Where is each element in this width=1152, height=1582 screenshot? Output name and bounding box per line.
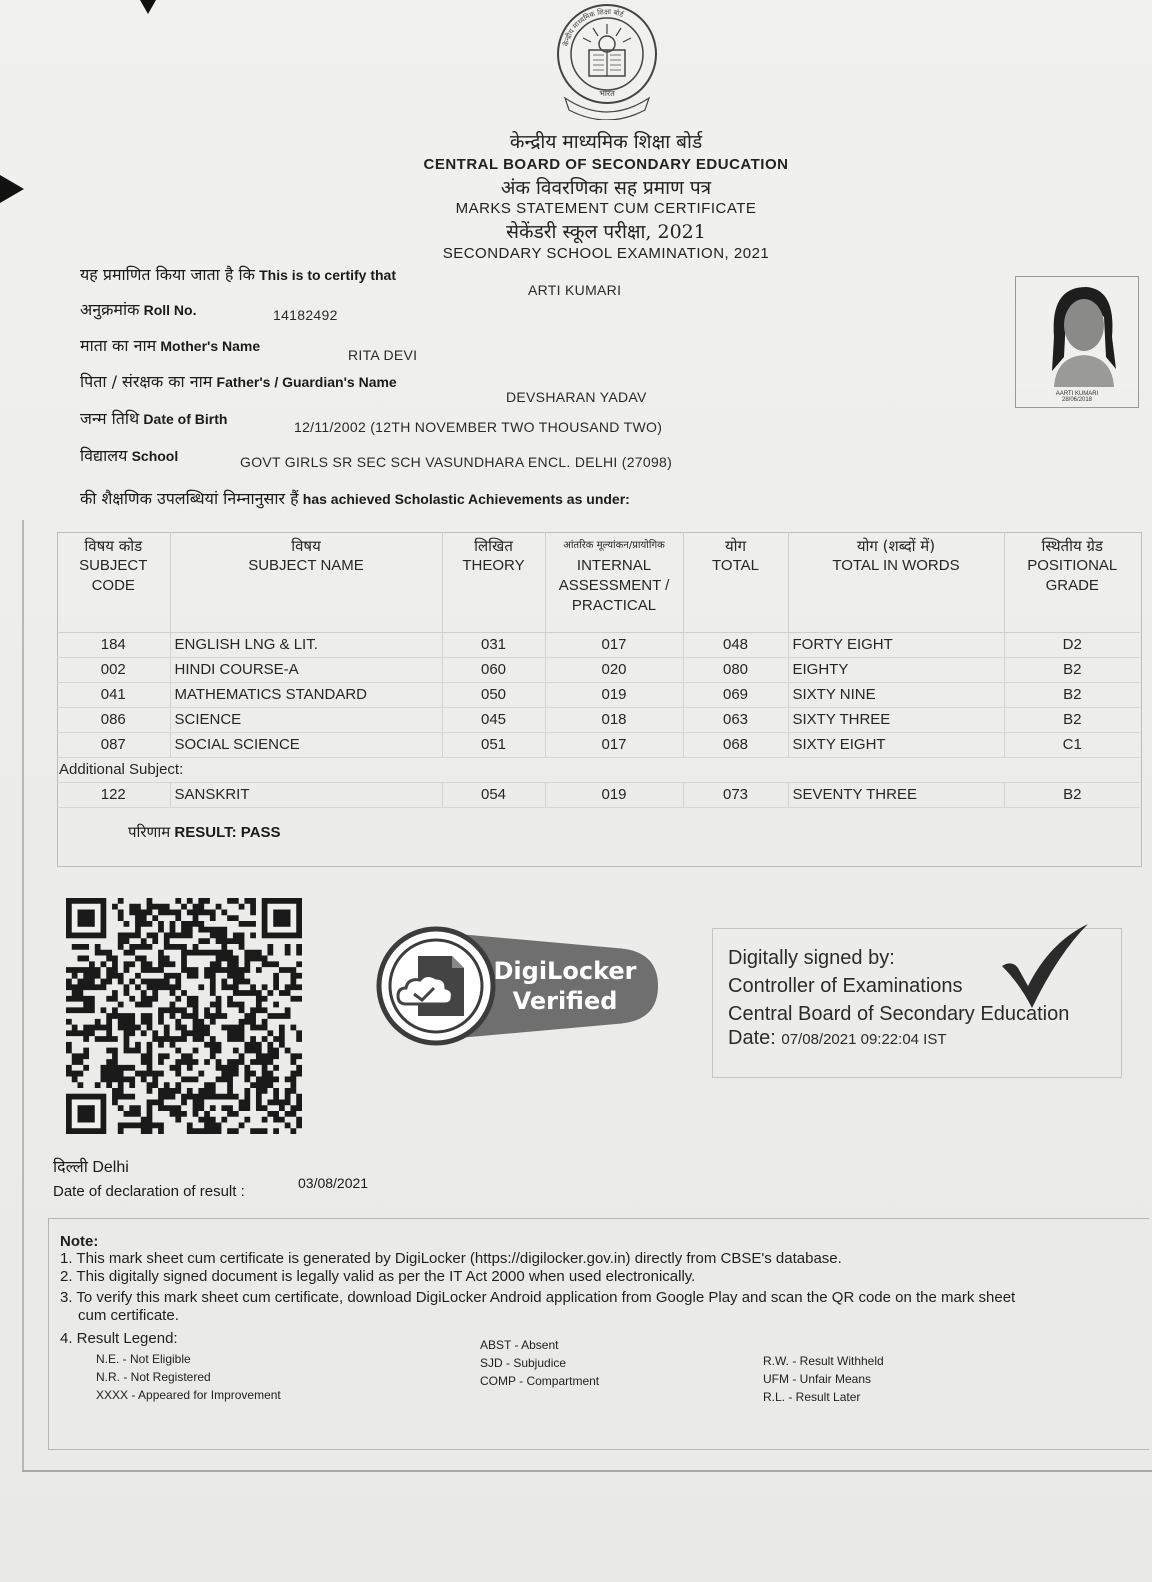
exam-title-english: SECONDARY SCHOOL EXAMINATION, 2021 [442,245,770,262]
legend-rw: R.W. - Result Withheld [763,1354,884,1368]
certify-label: यह प्रमाणित किया जाता है कि This is to certify that [80,265,397,284]
document-title-english: MARKS STATEMENT CUM CERTIFICATE [455,200,757,217]
qr-finder-pattern [262,898,302,938]
badge-line-2: Verified [512,987,618,1015]
table-row: 087 SOCIAL SCIENCE 051 017 068 SIXTY EIGHT C1 [57,732,1140,757]
place: दिल्ली Delhi [53,1157,129,1176]
note-4: 4. Result Legend: [60,1330,178,1347]
note-1: 1. This mark sheet cum certificate is generated by DigiLocker (https://digilocker.gov.in) directly from CBSE's database. [60,1250,842,1267]
legend-nr: N.R. - Not Registered [96,1370,211,1384]
father-name-label: पिता / संरक्षक का नाम Father's / Guardian's Name [80,372,397,391]
note-3: 3. To verify this mark sheet cum certificate, download DigiLocker Android application from Google Play and scan the QR code on the mark sheet [60,1289,1016,1306]
col-total-in-words: योग (शब्दों में) TOTAL IN WORDS [788,532,1004,632]
legend-abst: ABST - Absent [480,1338,559,1352]
signature-line-1: Digitally signed by: [728,947,895,969]
declaration-date-value: 03/08/2021 [298,1175,369,1191]
signature-date: Date: 07/08/2021 09:22:04 IST [728,1027,947,1049]
exam-title-hindi: सेकेंडरी स्कूल परीक्षा, 2021 [506,221,706,243]
table-row-additional: 122 SANSKRIT 054 019 073 SEVENTY THREE B2 [57,782,1140,807]
corner-fold-mark [140,0,156,14]
col-internal-assessment: आंतरिक मूल्यांकन/प्रायोगिक INTERNAL ASSESSMENT / PRACTICAL [545,532,683,632]
checkmark-icon [998,920,1090,1012]
father-name-value: DEVSHARAN YADAV [506,389,647,405]
school-value: GOVT GIRLS SR SEC SCH VASUNDHARA ENCL. DELHI (27098) [240,454,673,470]
page-frame-bottom [22,1470,1152,1472]
note-3-continued: cum certificate. [78,1307,179,1324]
dob-value: 12/11/2002 (12TH NOVEMBER TWO THOUSAND TWO) [294,419,663,435]
declaration-date-label: Date of declaration of result : [53,1183,245,1200]
page-frame-left [22,520,24,1470]
achievements-label: की शैक्षणिक उपलब्धियां निम्नानुसार हैं has achieved Scholastic Achievements as under: [80,489,630,508]
col-subject-name: विषय SUBJECT NAME [170,532,442,632]
signature-line-3: Central Board of Secondary Education [728,1003,1070,1025]
legend-ufm: UFM - Unfair Means [763,1372,872,1386]
additional-subject-label-row: Additional Subject: [57,757,1140,782]
qr-finder-pattern [66,898,106,938]
col-subject-code: विषय कोड SUBJECT CODE [57,532,170,632]
signature-line-2: Controller of Examinations [728,975,963,997]
verification-qr-code[interactable] [66,898,306,1134]
mother-name-label: माता का नाम Mother's Name [80,336,261,355]
legend-xxxx: XXXX - Appeared for Improvement [96,1388,281,1402]
roll-no-value: 14182492 [273,307,338,323]
person-silhouette-icon [1016,277,1138,387]
table-row: 041 MATHEMATICS STANDARD 050 019 069 SIXTY NINE B2 [57,682,1140,707]
legend-sjd: SJD - Subjudice [480,1356,567,1370]
digilocker-verified-badge [376,926,662,1046]
photo-caption: AARTI KUMARI 28/06/2018 [1055,391,1099,403]
qr-finder-pattern [66,1094,106,1134]
table-row: 184 ENGLISH LNG & LIT. 031 017 048 FORTY EIGHT D2 [57,632,1140,657]
mother-name-value: RITA DEVI [348,347,418,363]
legend-rl: R.L. - Result Later [763,1390,861,1404]
col-theory: लिखित THEORY [442,532,545,632]
legend-ne: N.E. - Not Eligible [96,1352,191,1366]
candidate-name: ARTI KUMARI [528,282,622,298]
roll-no-label: अनुक्रमांक Roll No. [80,300,197,319]
result-status: परिणाम RESULT: PASS [128,823,281,841]
legend-comp: COMP - Compartment [480,1374,600,1388]
board-name-english: CENTRAL BOARD OF SECONDARY EDUCATION [423,156,789,173]
corner-fold-mark-left [0,175,24,203]
document-title-hindi: अंक विवरणिका सह प्रमाण पत्र [500,177,712,199]
notes-title: Note: [60,1233,99,1250]
col-positional-grade: स्थितीय ग्रेड POSITIONAL GRADE [1004,532,1140,632]
svg-text:भारत: भारत [599,89,615,98]
school-label: विद्यालय School [80,446,179,465]
candidate-photo [1015,276,1139,408]
cbse-logo [553,2,661,120]
note-2: 2. This digitally signed document is legally valid as per the IT Act 2000 when used electronically. [60,1268,696,1285]
board-name-hindi: केन्द्रीय माध्यमिक शिक्षा बोर्ड [509,131,703,153]
marks-table [57,532,1140,808]
badge-line-1: DigiLocker [493,957,637,985]
table-row: 002 HINDI COURSE-A 060 020 080 EIGHTY B2 [57,657,1140,682]
svg-text:केन्द्रीय माध्यमिक शिक्षा बोर्: केन्द्रीय माध्यमिक शिक्षा बोर्ड [561,7,625,48]
dob-label: जन्म तिथि Date of Birth [80,409,228,428]
table-row: 086 SCIENCE 045 018 063 SIXTY THREE B2 [57,707,1140,732]
col-total: योग TOTAL [683,532,788,632]
